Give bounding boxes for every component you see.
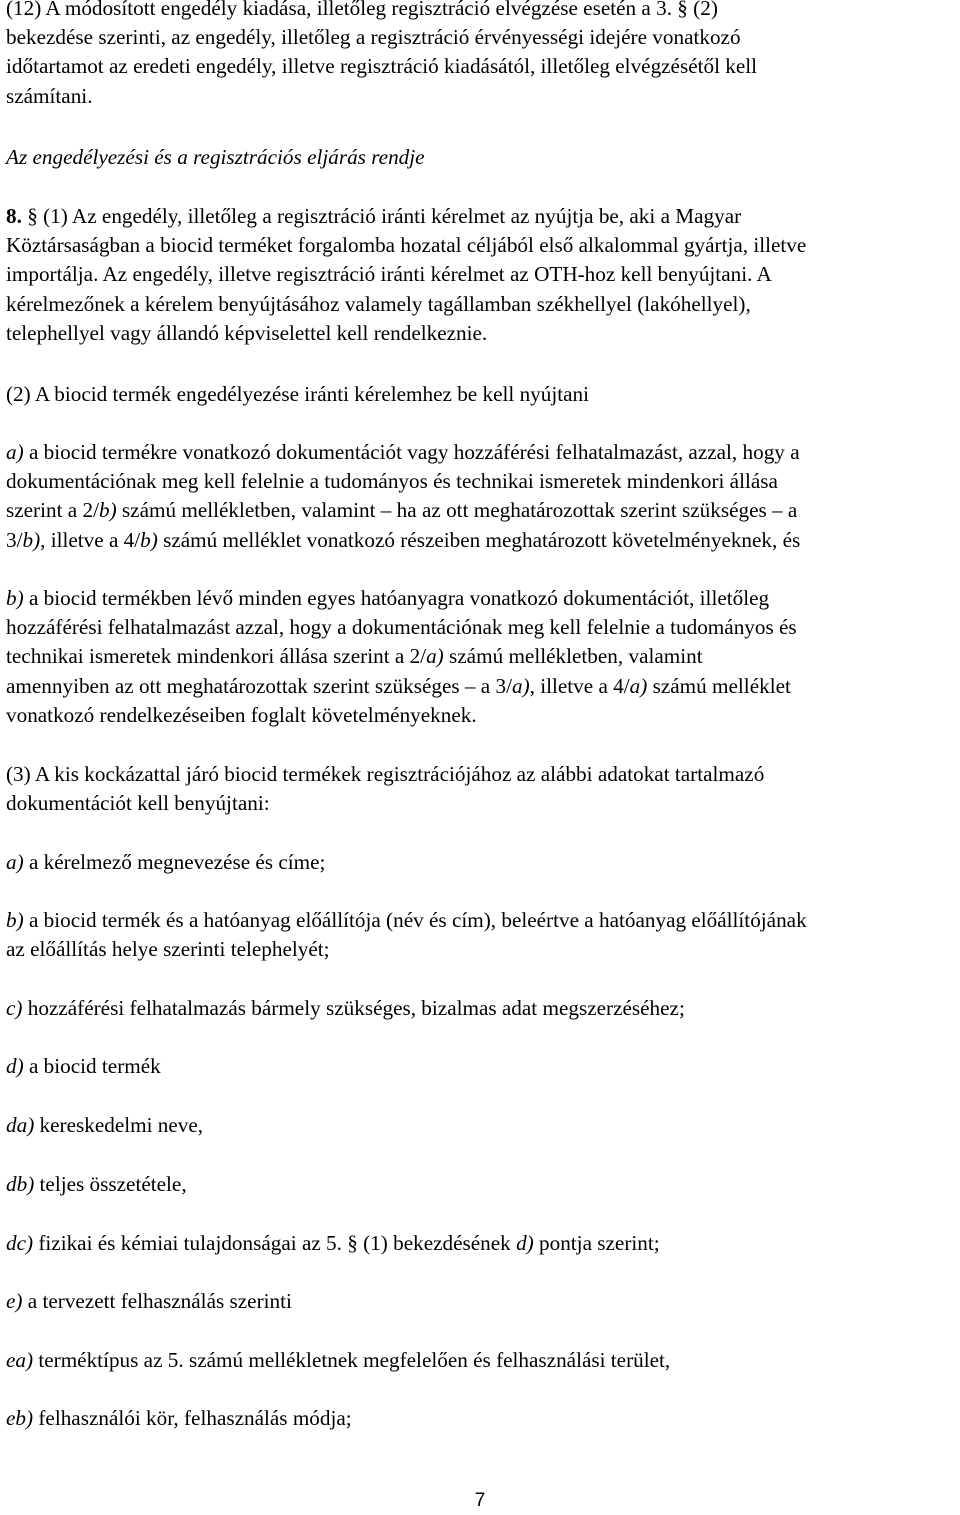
text-line: importálja. Az engedély, illetve regisztráció iránti kérelmet az OTH-hoz kell benyújtani. A bbox=[6, 262, 772, 287]
item-label: da) bbox=[6, 1113, 35, 1137]
page-number: 7 bbox=[474, 1490, 486, 1511]
text-line: telephellyel vagy állandó képviselettel kell rendelkeznie. bbox=[6, 320, 488, 345]
text-span: kereskedelmi neve, bbox=[34, 1113, 204, 1137]
text-span: terméktípus az 5. számú mellékletnek megfelelően és felhasználási terület, bbox=[33, 1348, 671, 1372]
text-span: , illetve a 4/ bbox=[529, 673, 630, 698]
section-title: Az engedélyezési és a regisztrációs eljárás rendje bbox=[6, 145, 425, 169]
text-line: kérelmezőnek a kérelem benyújtásához valamely tagállamban székhellyel (lakóhellyel), bbox=[6, 291, 751, 316]
text-line: (3) A kis kockázattal járó biocid termékek regisztrációjához az alábbi adatokat tartalmazó bbox=[6, 762, 765, 786]
text-span: hozzáférési felhatalmazás bármely szükséges, bizalmas adat megszerzéséhez; bbox=[22, 996, 685, 1020]
text-span: szerint a 2/ bbox=[6, 498, 99, 523]
list-item-3dc bbox=[6, 1229, 660, 1258]
text-line bbox=[6, 672, 797, 701]
text-span: felhasználói kör, felhasználás módja; bbox=[33, 1406, 352, 1430]
text-span: a biocid termék és a hatóanyag előállítója (név és cím), beleértve a hatóanyag előállítójának bbox=[23, 908, 807, 932]
text-span: a biocid termékben lévő minden egyes hatóanyagra vonatkozó dokumentációt, illetőleg bbox=[23, 586, 770, 610]
text-span: fizikai és kémiai tulajdonságai az 5. § (1) bekezdésének bbox=[33, 1231, 517, 1255]
item-label: a) bbox=[6, 850, 24, 874]
paragraph-8-1 bbox=[6, 202, 806, 348]
text-line: számítani. bbox=[6, 83, 93, 108]
paragraph-12 bbox=[6, 0, 757, 111]
text-line bbox=[6, 906, 807, 935]
item-label: db) bbox=[6, 1172, 35, 1196]
text-span: számú melléklet vonatkozó részeiben meghatározott követelményeknek, és bbox=[157, 527, 801, 552]
list-item-a bbox=[6, 438, 800, 555]
text-line: vonatkozó rendelkezéseiben foglalt követelményeknek. bbox=[6, 702, 477, 727]
item-label: e) bbox=[6, 1289, 23, 1313]
text-line bbox=[6, 496, 800, 525]
text-span: § (1) Az engedély, illetőleg a regisztráció iránti kérelmet az nyújtja be, aki a Magyar bbox=[21, 204, 742, 228]
text-line: dokumentációnak meg kell felelnie a tudományos és technikai ismeretek mindenkori állása bbox=[6, 469, 778, 494]
text-line: hozzáférési felhatalmazást azzal, hogy a dokumentációnak meg kell felelnie a tudományos és bbox=[6, 615, 797, 640]
text-line: (12) A módosított engedély kiadása, illetőleg regisztráció elvégzése esetén a 3. § (2) bbox=[6, 0, 718, 20]
ref-label: b) bbox=[22, 527, 41, 552]
text-span: 3/ bbox=[6, 527, 23, 552]
text-span: teljes összetétele, bbox=[34, 1172, 187, 1196]
item-label: d) bbox=[6, 1054, 24, 1078]
paragraph-8-2: (2) A biocid termék engedélyezése iránti kérelemhez be kell nyújtani bbox=[6, 382, 590, 406]
list-item-3eb bbox=[6, 1404, 352, 1433]
ref-label: a) bbox=[511, 673, 530, 698]
section-number: 8. bbox=[6, 204, 22, 228]
text-span: számú mellékletben, valamint – ha az ott meghatározottak szerint szükséges – a bbox=[116, 498, 798, 523]
item-label: b) bbox=[6, 908, 24, 932]
text-span: amennyiben az ott meghatározottak szerint szükséges – a 3/ bbox=[6, 673, 512, 698]
list-item-3ea bbox=[6, 1346, 670, 1375]
text-line bbox=[6, 526, 800, 555]
list-item-3da bbox=[6, 1111, 203, 1140]
text-line: az előállítás helye szerinti telephelyét; bbox=[6, 937, 330, 962]
item-label: b) bbox=[6, 586, 24, 610]
item-label: eb) bbox=[6, 1406, 34, 1430]
text-line bbox=[6, 584, 797, 613]
text-line bbox=[6, 202, 806, 231]
ref-label: b) bbox=[140, 527, 158, 552]
item-label: c) bbox=[6, 996, 23, 1020]
item-label: ea) bbox=[6, 1348, 34, 1372]
text-span: , illetve a 4/ bbox=[40, 527, 141, 552]
text-line bbox=[6, 438, 800, 467]
ref-label: d) bbox=[516, 1231, 534, 1255]
text-span: számú mellékletben, valamint bbox=[443, 644, 703, 669]
text-span: technikai ismeretek mindenkori állása szerint a 2/ bbox=[6, 644, 427, 669]
text-span: a biocid termék bbox=[23, 1054, 161, 1078]
paragraph-8-3 bbox=[6, 760, 764, 818]
text-line: Köztársaságban a biocid terméket forgalomba hozatal céljából első alkalommal gyártja, illetve bbox=[6, 233, 807, 258]
list-item-3a bbox=[6, 848, 325, 877]
text-span: a biocid termékre vonatkozó dokumentációt vagy hozzáférési felhatalmazást, azzal, hogy a bbox=[23, 440, 800, 464]
ref-label: a) bbox=[629, 673, 648, 698]
ref-label: a) bbox=[426, 644, 444, 669]
ref-label: b) bbox=[98, 498, 117, 523]
text-line: dokumentációt kell benyújtani: bbox=[6, 791, 270, 816]
text-line bbox=[6, 642, 797, 671]
list-item-3b bbox=[6, 906, 807, 964]
text-span: a kérelmező megnevezése és címe; bbox=[23, 850, 326, 874]
text-line: bekezdése szerinti, az engedély, illetőleg a regisztráció érvényességi idejére vonatkozó bbox=[6, 25, 741, 50]
text-span: pontja szerint; bbox=[533, 1231, 660, 1255]
list-item-3e bbox=[6, 1287, 292, 1316]
item-label: a) bbox=[6, 440, 24, 464]
list-item-3db bbox=[6, 1170, 187, 1199]
list-item-3d bbox=[6, 1052, 161, 1081]
text-span: a tervezett felhasználás szerinti bbox=[22, 1289, 292, 1313]
text-span: számú melléklet bbox=[647, 673, 791, 698]
item-label: dc) bbox=[6, 1231, 34, 1255]
text-line: időtartamot az eredeti engedély, illetve regisztráció kiadásától, illetőleg elvégzésétől kell bbox=[6, 54, 758, 79]
list-item-b bbox=[6, 584, 797, 730]
list-item-3c bbox=[6, 994, 685, 1023]
